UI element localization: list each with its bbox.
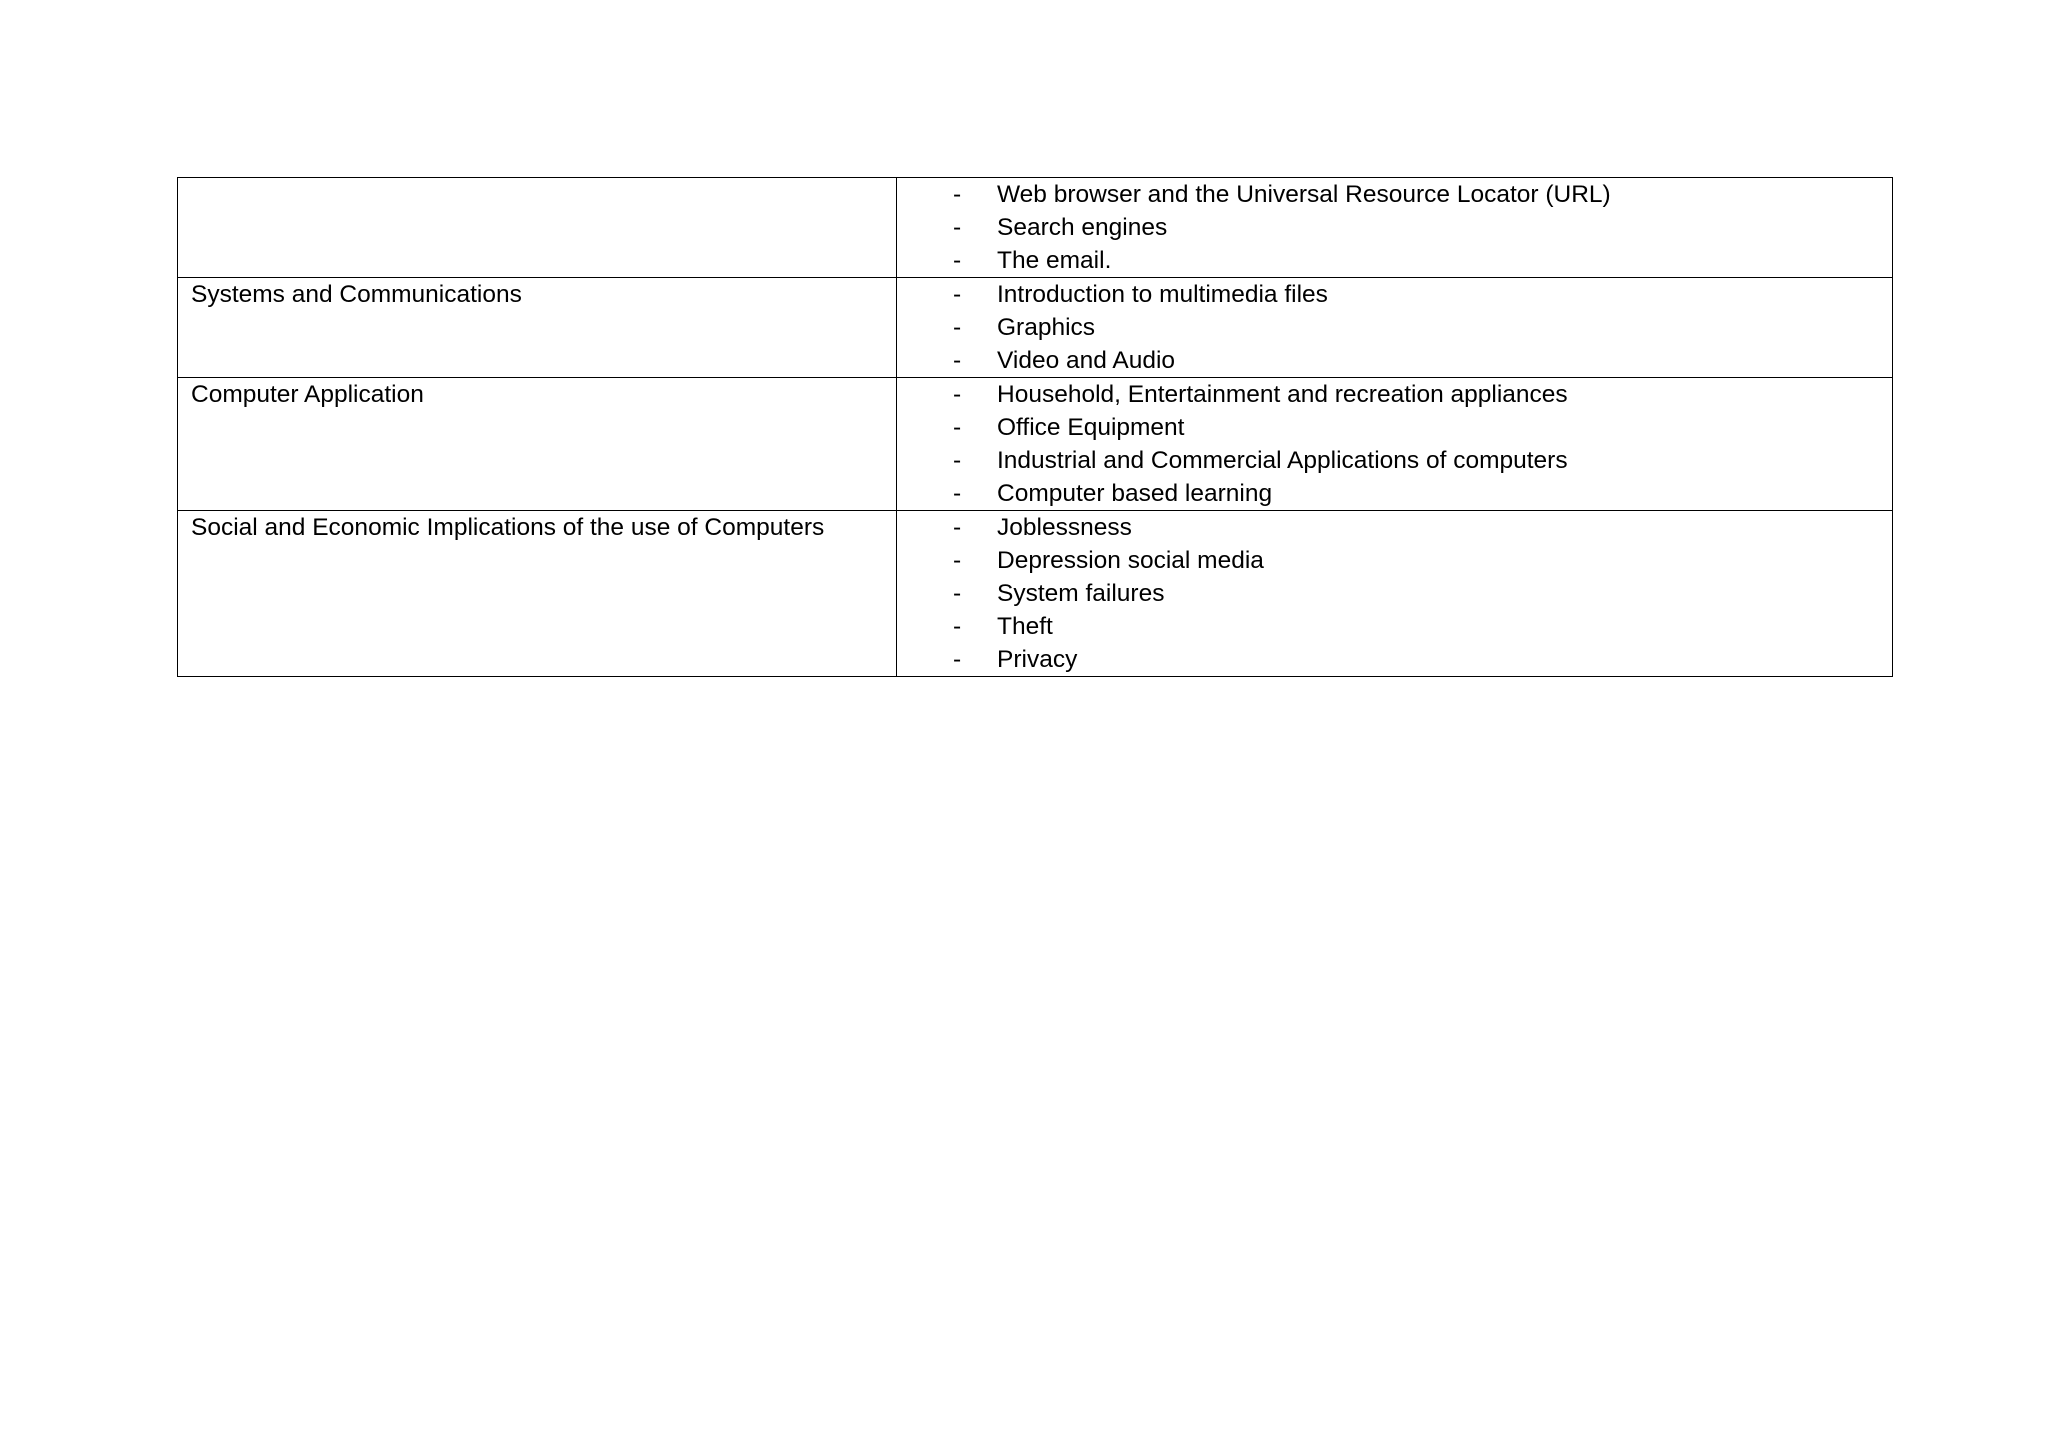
topic-cell (178, 511, 897, 677)
dash-bullet: - (953, 414, 962, 441)
list-item (897, 211, 1892, 244)
topic-label: Systems and Communications (191, 281, 522, 308)
item-text: Household, Entertainment and recreation appliances (997, 381, 1568, 408)
dash-bullet: - (953, 314, 962, 341)
item-list (897, 278, 1892, 377)
item-text: Computer based learning (997, 480, 1273, 507)
list-item (897, 178, 1892, 211)
list-item (897, 577, 1892, 610)
topic-cell (178, 278, 897, 378)
list-item (897, 411, 1892, 444)
syllabus-table (177, 177, 1893, 677)
item-text: System failures (997, 580, 1165, 607)
topic-cell (178, 378, 897, 511)
dash-bullet: - (953, 547, 962, 574)
dash-bullet: - (953, 181, 962, 208)
dash-bullet: - (953, 214, 962, 241)
table-row (178, 511, 1893, 677)
dash-bullet: - (953, 613, 962, 640)
table-row (178, 378, 1893, 511)
list-item (897, 610, 1892, 643)
item-text: Joblessness (997, 514, 1132, 541)
dash-bullet: - (953, 514, 962, 541)
dash-bullet: - (953, 347, 962, 374)
list-item (897, 278, 1892, 311)
item-text: Introduction to multimedia files (997, 281, 1328, 308)
list-item (897, 643, 1892, 676)
item-text: Industrial and Commercial Applications of computers (997, 447, 1568, 474)
item-list (897, 378, 1892, 510)
dash-bullet: - (953, 247, 962, 274)
item-text: The email. (997, 247, 1112, 274)
content-cell (897, 378, 1893, 511)
topic-label: Social and Economic Implications of the use of Computers (191, 514, 825, 541)
topic-label: Computer Application (191, 381, 424, 408)
item-list (897, 178, 1892, 277)
list-item (897, 511, 1892, 544)
item-text: Web browser and the Universal Resource Locator (URL) (997, 181, 1611, 208)
list-item (897, 311, 1892, 344)
topic-cell (178, 178, 897, 278)
list-item (897, 544, 1892, 577)
dash-bullet: - (953, 281, 962, 308)
table-row (178, 278, 1893, 378)
dash-bullet: - (953, 381, 962, 408)
table-row (178, 178, 1893, 278)
list-item (897, 344, 1892, 377)
item-list (897, 511, 1892, 676)
content-cell (897, 511, 1893, 677)
list-item (897, 244, 1892, 277)
list-item (897, 444, 1892, 477)
item-text: Privacy (997, 646, 1078, 673)
dash-bullet: - (953, 480, 962, 507)
dash-bullet: - (953, 447, 962, 474)
item-text: Video and Audio (997, 347, 1176, 374)
content-cell (897, 178, 1893, 278)
item-text: Office Equipment (997, 414, 1185, 441)
content-cell (897, 278, 1893, 378)
item-text: Theft (997, 613, 1053, 640)
item-text: Graphics (997, 314, 1096, 341)
dash-bullet: - (953, 580, 962, 607)
item-text: Depression social media (997, 547, 1264, 574)
dash-bullet: - (953, 646, 962, 673)
list-item (897, 477, 1892, 510)
list-item (897, 378, 1892, 411)
item-text: Search engines (997, 214, 1168, 241)
